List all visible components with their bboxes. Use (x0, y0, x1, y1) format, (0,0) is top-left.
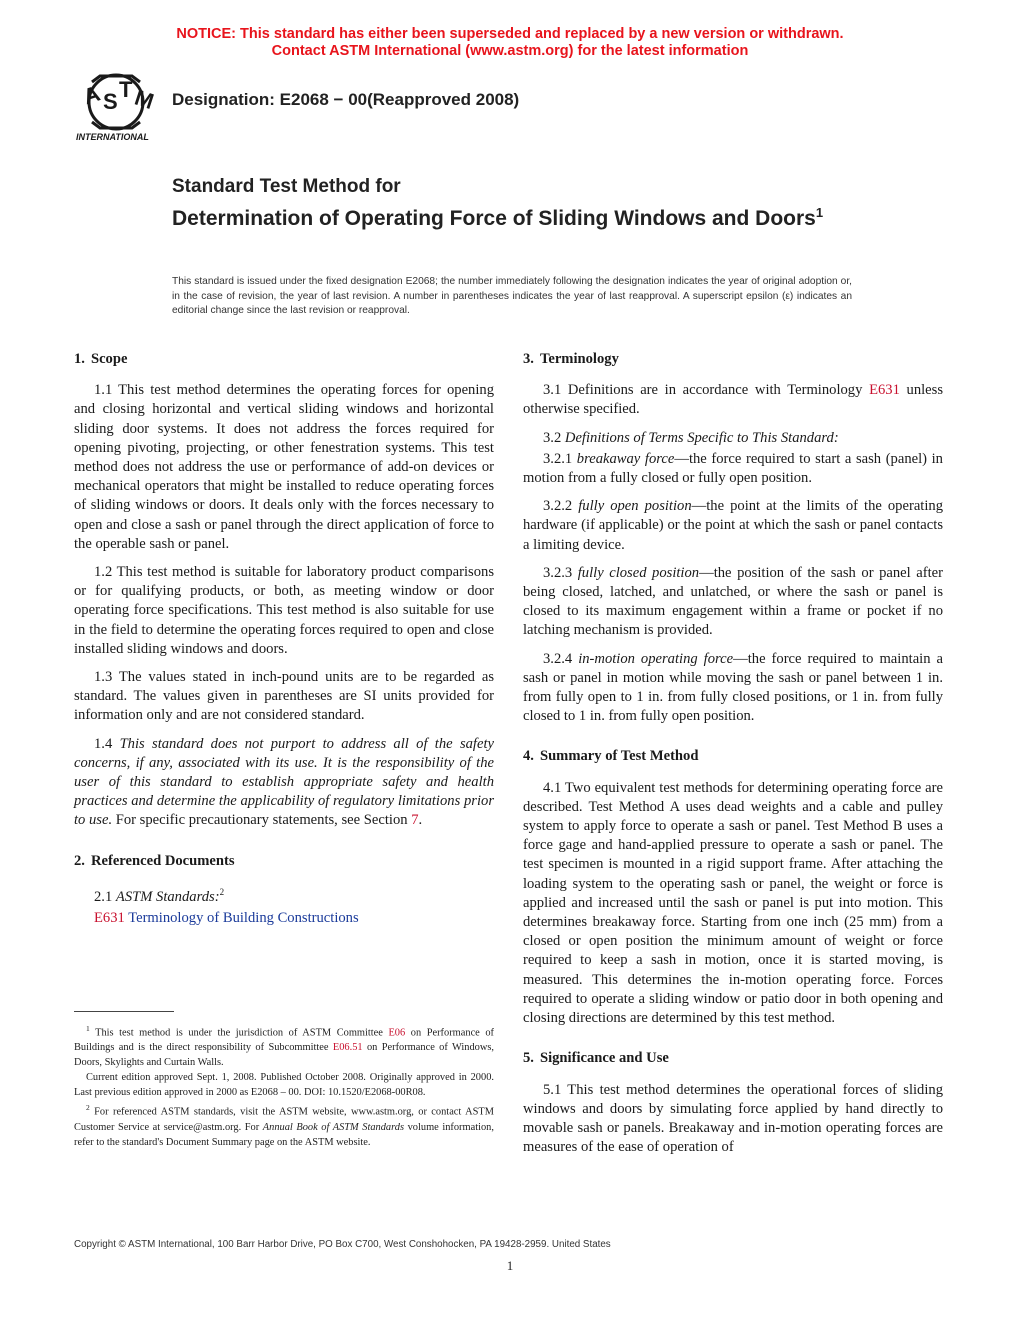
e631-link[interactable]: E631 (94, 909, 125, 926)
para-5-1: 5.1 This test method determines the operational forces of sliding windows and doors by simulating force applied by hand directly to movable sash or panels. Breakaway and in-motion operating forces are measures of the ease of operation of (523, 1081, 943, 1156)
para-1-2: 1.2 This test method is suitable for laboratory product comparisons or for qualifying products, or both, as meeting window or door operating force specifications. This test method is also suitable for use in the field to determine the operating forces required to open and close installed sliding windows and doors. (74, 564, 494, 657)
section-heading-significance: 5. Significance and Use (523, 1050, 669, 1067)
svg-text:M: M (131, 84, 157, 115)
def-3-2-4: 3.2.4 in-motion operating force—the force required to maintain a sash or panel in motion while moving the sash or panel between 1 in. from fully open to 1 in. from fully closed positions, or 1 in. from fully closed to 1 in. from fully open position. (523, 650, 943, 725)
svg-text:T: T (119, 77, 133, 102)
para-3-2: 3.2 Definitions of Terms Specific to This Standard: (543, 429, 839, 446)
footnote-divider (74, 1011, 174, 1012)
def-3-2-1: 3.2.1 breakaway force—the force required to start a sash (panel) in motion from a fully closed or fully open position. (523, 450, 943, 487)
section-heading-summary: 4. Summary of Test Method (523, 748, 699, 765)
para-1-1: 1.1 This test method determines the operating forces for opening and closing horizontal and vertical sliding windows and horizontal sliding door systems. It does not address the forces required for opening pivoting, projecting, or other fenestration systems. This test method does not address the use or performance of add-on devices or mechanical operators that might be installed to reduce operating forces of sliding windows or doors. It deals only with the forces necessary to open and close a sash or panel through the direct application of force to the operable sash or panel. (74, 382, 494, 552)
footnote-1: $^1$ This test method is under the jurisdiction of ASTM Committee E06 on Performance of Buildings and is the direct responsibility of Subcommittee E06.51 on Performance of Windows, Doors, Skylights and Curtain Walls. (74, 1024, 494, 1069)
e0651-link[interactable]: E06.51 (332, 1042, 363, 1054)
section-7-link[interactable]: 7 (411, 812, 419, 829)
title-line-1: Standard Test Method for (172, 176, 401, 197)
section-heading-terminology: 3. Terminology (523, 351, 619, 367)
section-heading-scope: 1. Scope (74, 351, 128, 367)
astm-logo-icon (70, 72, 162, 144)
left-column (74, 350, 494, 937)
para-3-1: 3.1 Definitions are in accordance with Terminology E631 unless otherwise specified. (523, 382, 944, 418)
footnotes (74, 1021, 494, 1150)
para-1-3: 1.3 The values stated in inch-pound units are to be regarded as standard. The values given in parentheses are SI units provided for information only and are not considered standard. (74, 669, 494, 724)
copyright-line: Copyright © ASTM International, 100 Barr Harbor Drive, PO Box C700, West Conshohocken, PA 19428-2959. United States (74, 1239, 611, 1250)
e631-link-terminology[interactable]: E631 (869, 382, 900, 399)
para-2-1: 2.1 ASTM Standards:$^2$ (94, 886, 225, 905)
def-3-2-2: 3.2.2 fully open position—the point at the limits of the operating hardware (if applicable) or the point at which the sash or panel contacts a limiting device. (523, 498, 943, 553)
e631-title-link[interactable]: Terminology of Building Constructions (128, 909, 359, 926)
astm-logo-graphic (70, 72, 162, 144)
notice-line-2: Contact ASTM International (www.astm.org) for the latest information (271, 43, 749, 59)
para-4-1: 4.1 Two equivalent test methods for determining operating force are described. Test Method A uses dead weights and a cable and pulley system to apply force to operate a sash or panel. Test Method B uses a force gage and hand-applied pressure to operate a sash or panel. The test specimen is mounted in a rigid support frame. After attaching the loading system to the operating sash or panel, the weight or force is applied and increased until the sash or panel is put into motion. This determines breakaway force. Starting from one inch (25 mm) from a closed or open position the minimum amount of weight or force required to keep a sash in motion, once it is started moving, is measured. This determines the in-motion operating force. Forces required to operate a sliding window or patio door in both opening and closing directions are determined by this test method. (523, 779, 943, 1027)
title-footnote-mark: 1 (815, 205, 824, 220)
footnote-2: $^2$ For referenced ASTM standards, visit the ASTM website, www.astm.org, or contact ASTM Customer Service at service@astm.org. For Annual Book of ASTM Standards volume information, refer to the standard's Document Summary page on the ASTM website. (74, 1103, 494, 1148)
logo-text: INTERNATIONAL (76, 132, 149, 142)
title-line-2 (172, 199, 862, 232)
e06-link[interactable]: E06 (388, 1027, 406, 1039)
issued-note: This standard is issued under the fixed designation E2068; the number immediately following the designation indicates the year of original adoption or, in the case of revision, the year of last revision. A number in parentheses indicates the year of last reapproval. A superscript epsilon (ε) indicates an editorial change since the last revision or reapproval. (172, 276, 852, 317)
def-3-2-3: 3.2.3 fully closed position—the position of the sash or panel after being closed, latched, and unlatched, or where the sash or panel is closed to its maximum engagement within a frame or pocket if no latching mechanism is provided. (523, 564, 943, 639)
referenced-doc-e631 (74, 909, 494, 928)
footnote-edition: Current edition approved Sept. 1, 2008. Published October 2008. Originally approved in 2000. Last previous edition approved in 2000 as E2068 – 00. DOI: 10.1520/E2068-00R08. (74, 1072, 494, 1099)
withdrawal-notice (0, 26, 1020, 60)
para-1-4: 1.4 This standard does not purport to address all of the safety concerns, if any, associated with its use. It is the responsibility of the user of this standard to establish appropriate safety and health practices and determine the applicability of regulatory limitations prior to use. For specific precautionary statements, see Section 7. (74, 735, 494, 829)
svg-text:A: A (80, 80, 104, 110)
page-number: 1 (506, 1258, 514, 1273)
designation: Designation: E2068 − 00(Reapproved 2008) (172, 90, 520, 109)
notice-line-1: NOTICE: This standard has either been superseded and replaced by a new version or withdrawn. (176, 26, 844, 42)
right-column (523, 350, 943, 1166)
title-main: Determination of Operating Force of Sliding Windows and Doors (172, 207, 816, 230)
svg-text:S: S (103, 89, 118, 114)
section-heading-referenced: 2. Referenced Documents (74, 852, 235, 869)
